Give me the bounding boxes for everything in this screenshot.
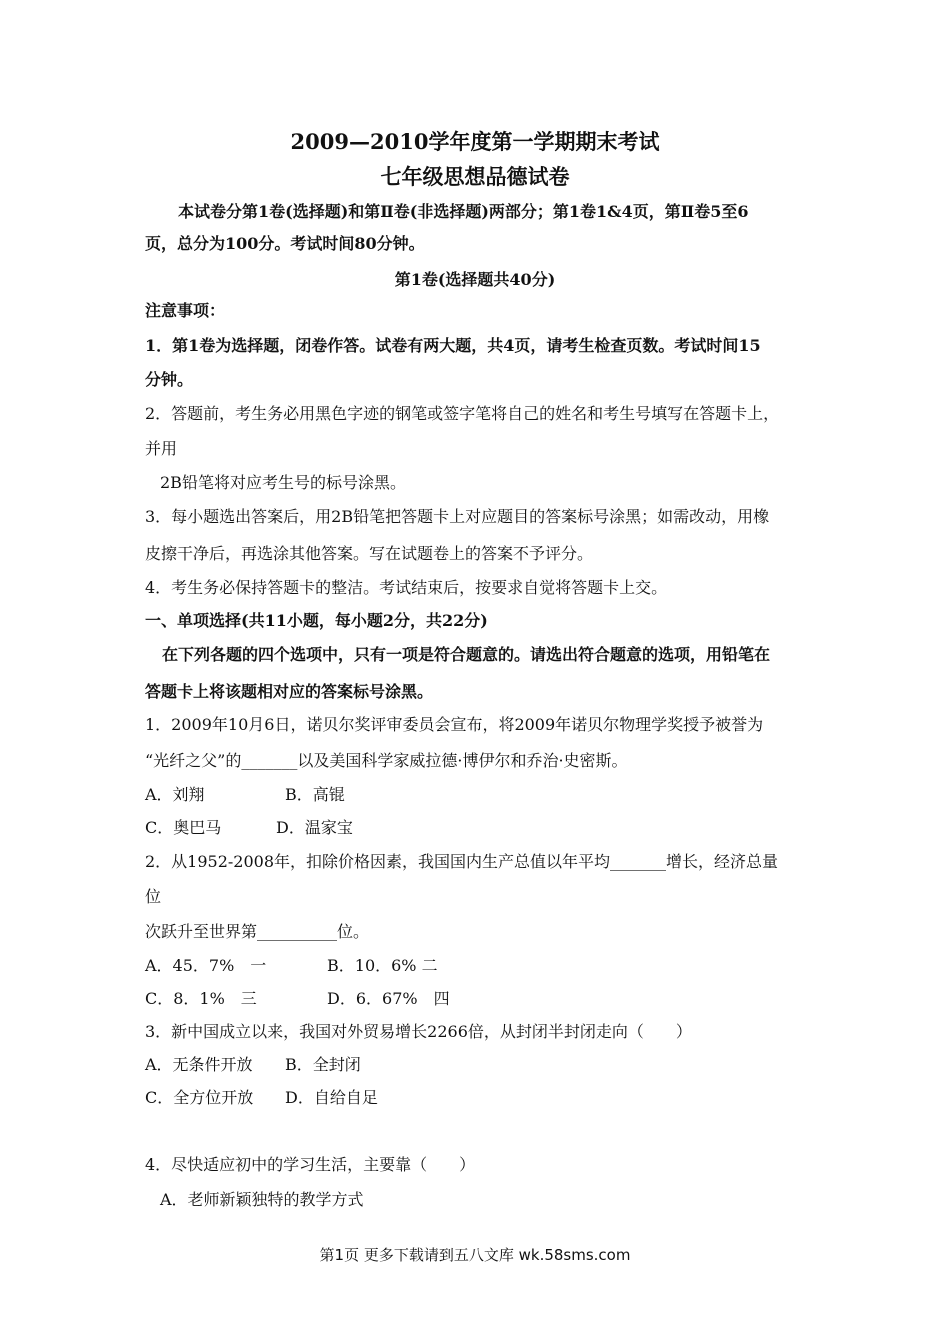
part-1-title: 一、单项选择(共11小题，每小题2分，共22分) [145, 611, 488, 630]
question-1-option-c: C．奥巴马 [145, 818, 222, 837]
question-2-option-a: A．45．7% 一 [145, 956, 267, 975]
page-footer: 第1页 更多下载请到五八文库 wk.58sms.com [319, 1246, 631, 1264]
question-3-option-d: D．自给自足 [285, 1088, 378, 1107]
notice-2-line-2: 并用 [145, 439, 178, 458]
notice-1-line-1: 1．第1卷为选择题，闭卷作答。试卷有两大题，共4页，请考生检查页数。考试时间15 [145, 336, 761, 355]
question-3-option-a: A．无条件开放 [145, 1055, 253, 1074]
notice-3-line-1: 3．每小题选出答案后，用2B铅笔把答题卡上对应题目的答案标号涂黑；如需改动，用橡 [145, 507, 770, 526]
question-2-line-3: 次跃升至世界第__________位。 [145, 922, 370, 941]
question-1-option-b: B．高锟 [285, 785, 345, 804]
question-2-option-b: B．10．6% 二 [327, 956, 438, 975]
question-1-option-d: D．温家宝 [276, 818, 353, 837]
exam-subtitle: 七年级思想品德试卷 [380, 164, 570, 189]
question-2-option-c: C．8．1% 三 [145, 989, 257, 1008]
notice-2-line-1: 2．答题前，考生务必用黑色字迹的钢笔或签字笔将自己的姓名和考生号填写在答题卡上， [145, 404, 780, 423]
section-header: 第1卷(选择题共40分) [394, 270, 556, 289]
exam-title: 2009—2010学年度第一学期期末考试 [290, 129, 660, 154]
notice-4: 4．考生务必保持答题卡的整洁。考试结束后，按要求自觉将答题卡上交。 [145, 578, 668, 597]
question-1-line-2: “光纤之父”的_______以及美国科学家威拉德·博伊尔和乔治·史密斯。 [145, 751, 628, 770]
question-3-option-c: C．全方位开放 [145, 1088, 254, 1107]
notice-2-line-3: 2B铅笔将对应考生号的标号涂黑。 [160, 473, 406, 492]
part-1-desc-line-2: 答题卡上将该题相对应的答案标号涂黑。 [145, 682, 434, 701]
question-2-line-1: 2．从1952-2008年，扣除价格因素，我国国内生产总值以年平均_______增长，经济总量 [145, 852, 779, 871]
question-1-line-1: 1．2009年10月6日，诺贝尔奖评审委员会宣布，将2009年诺贝尔物理学奖授予被誉为 [145, 715, 764, 734]
notice-title: 注意事项： [145, 301, 226, 320]
question-2-line-2: 位 [145, 887, 162, 906]
notice-1-line-2: 分钟。 [145, 370, 194, 389]
question-4: 4．尽快适应初中的学习生活，主要靠（ ） [145, 1155, 476, 1174]
question-2-option-d: D．6．67% 四 [327, 989, 450, 1008]
question-3-option-b: B．全封闭 [285, 1055, 361, 1074]
intro-line-1: 本试卷分第1卷(选择题)和第Ⅱ卷(非选择题)两部分；第1卷1&4页，第Ⅱ卷5至6 [178, 202, 749, 221]
notice-3-line-2: 皮擦干净后，再选涂其他答案。写在试题卷上的答案不予评分。 [145, 544, 594, 563]
intro-line-2: 页，总分为100分。考试时间80分钟。 [145, 234, 425, 253]
part-1-desc-line-1: 在下列各题的四个选项中，只有一项是符合题意的。请选出符合题意的选项，用铅笔在 [162, 645, 771, 664]
question-1-option-a: A．刘翔 [145, 785, 205, 804]
question-3: 3．新中国成立以来，我国对外贸易增长2266倍，从封闭半封闭走向（ ） [145, 1022, 692, 1041]
question-4-option-a: A．老师新颖独特的教学方式 [160, 1190, 364, 1209]
